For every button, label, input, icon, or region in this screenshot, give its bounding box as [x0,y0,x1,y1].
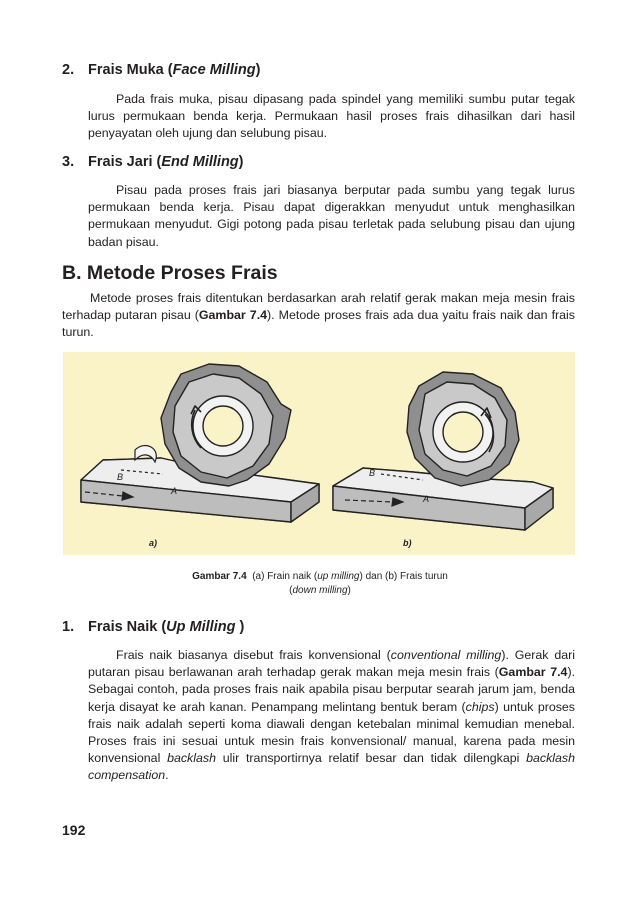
figure-caption: Gambar 7.4 (a) Frain naik (up milling) dan (b) Frais turun (down milling) [192,571,448,596]
label-b: b) [403,538,412,548]
label-a: a) [149,538,158,548]
section-b-heading: B. Metode Proses Frais [62,262,278,284]
section-2-heading [62,62,260,78]
caption-label: Gambar 7.4 [192,571,247,582]
section-2-body: Pada frais muka, pisau dipasang pada spindel yang memiliki sumbu putar tegak lurus permukaan benda kerja. Permukaan hasil proses frais dihasilkan dari hasil penyayatan oleh ujung dan selubung pisau. [88,92,575,141]
section-1-body: Frais naik biasanya disebut frais konvensional (conventional milling). Gerak dari putaran pisau berlawanan arah terhadap gerak makan meja mesin frais (Gambar 7.4). Sebagai contoh, pada proses frais naik apabila pisau berputar searah jarum jam, benda kerja disayat ke arah kanan. Penampang melintang bentuk beram (chips) untuk proses frais naik adalah seperti koma diawali dengan ketebalan minimal kemudian menebal. Proses frais ini sesuai untuk mesin frais konvensional/ manual, karena pada mesin konvensional backlash ulir transportirnya relatif besar dan tidak dilengkapi backlash compensation. [88,648,576,783]
section-1-title: Frais Naik (Up Milling ) [88,619,245,635]
cutter-b [407,372,519,486]
figure-reference: Gambar 7.4 [198,308,268,323]
label-B-b: B [369,468,376,478]
section-1-heading [62,619,244,635]
section-3-body: Pisau pada proses frais jari biasanya berputar pada sumbu yang tegak lurus permukaan benda kerja. Pisau dapat digerakkan menyudut untuk menghasilkan permukaan menyudut. Gigi potong pada pisau terletak pada selubung pisau dan ujung badan pisau. [88,183,575,249]
page-number: 192 [62,822,86,838]
label-A-b: A [423,494,430,504]
section-3-heading [62,154,244,170]
milling-illustration [63,352,575,555]
label-B-a: B [117,472,124,482]
section-2-title: Frais Muka (Face Milling) [88,62,261,78]
milling-figure [63,352,575,555]
cutter-a [161,364,291,486]
section-3-number: 3. [62,154,75,170]
section-1-number: 1. [62,619,75,635]
section-3-title: Frais Jari (End Milling) [88,154,244,170]
label-A-a: A [171,486,178,496]
section-b-body: Metode proses frais ditentukan berdasarkan arah relatif gerak makan meja mesin frais terhadap putaran pisau (Gambar 7.4). Metode proses frais ada dua yaitu frais naik dan frais turun. [62,291,575,340]
section-2-number: 2. [62,62,75,78]
